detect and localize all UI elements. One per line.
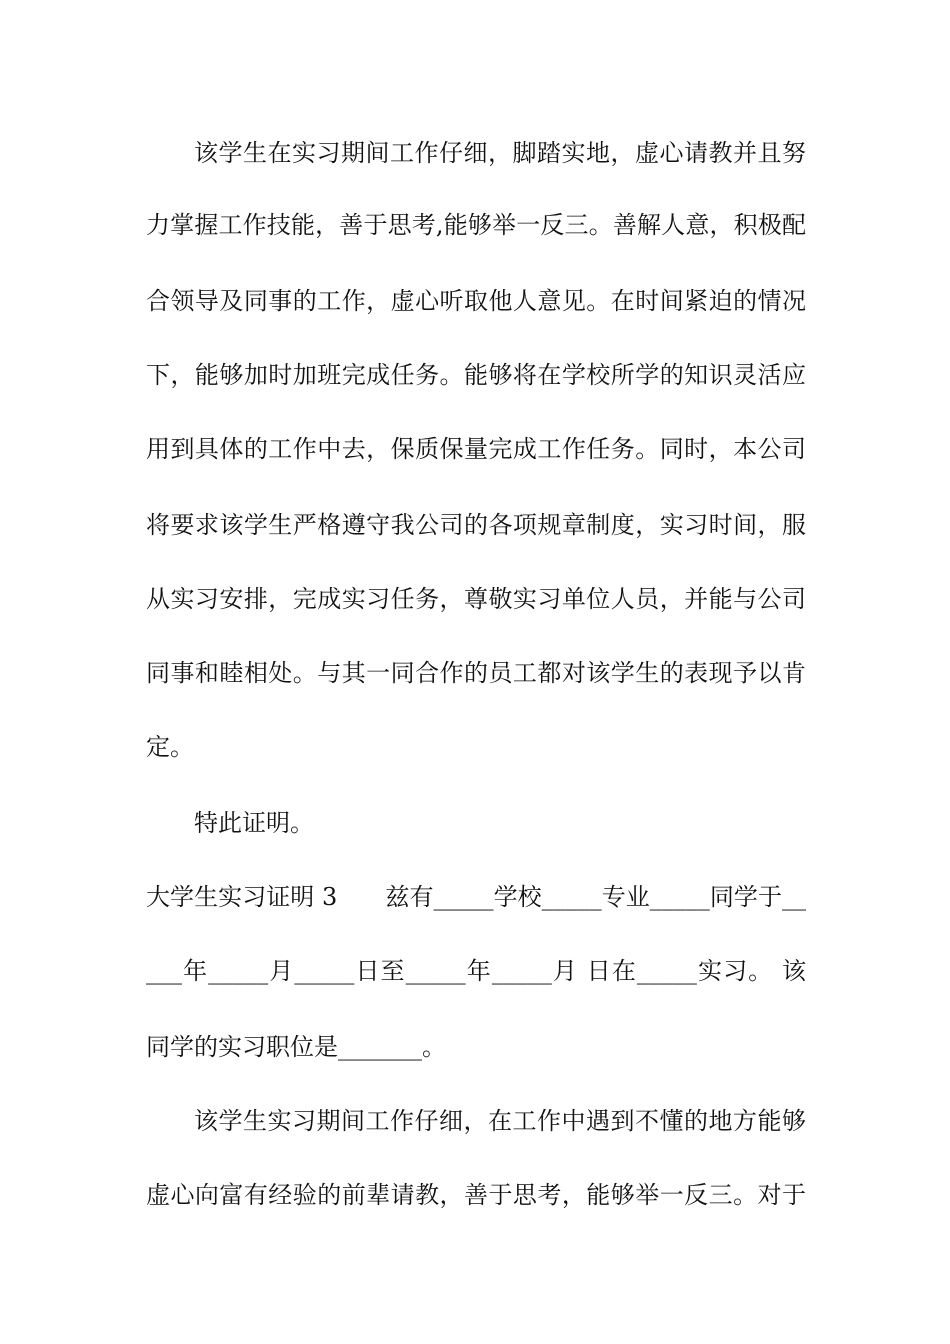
paragraph-line: 力掌握工作技能，善于思考,能够举一反三。善解人意，积极配 (146, 211, 806, 239)
paragraph-line: 下，能够加时加班完成任务。能够将在学校所学的知识灵活应 (146, 361, 806, 389)
paragraph-line: 从实习安排，完成实习任务，尊敬实习单位人员，并能与公司 (146, 585, 806, 613)
paragraph-line: 用到具体的工作中去，保质保量完成工作任务。同时，本公司 (146, 435, 806, 463)
certificate-position-line: 同学的实习职位是_______。 (146, 1033, 446, 1061)
certificate-blank-line: ___年_____月_____日至_____年_____月 日在_____实习。 该 (146, 957, 806, 985)
paragraph-line: 虚心向富有经验的前辈请教，善于思考，能够举一反三。对于 (146, 1181, 806, 1209)
paragraph-line: 该学生实习期间工作仔细，在工作中遇到不懂的地方能够 (194, 1107, 806, 1135)
closing-statement: 特此证明。 (194, 809, 314, 837)
paragraph-line: 合领导及同事的工作，虚心听取他人意见。在时间紧迫的情况 (146, 287, 806, 315)
paragraph-line: 将要求该学生严格遵守我公司的各项规章制度，实习时间，服 (146, 511, 806, 539)
paragraph-line: 同事和睦相处。与其一同合作的员工都对该学生的表现予以肯 (146, 659, 806, 687)
certificate-heading-line: 大学生实习证明 3 兹有_____学校_____专业_____同学于__ (146, 883, 806, 911)
paragraph-line-last: 定。 (146, 733, 194, 761)
paragraph-line: 该学生在实习期间工作仔细，脚踏实地，虚心请教并且努 (194, 139, 806, 167)
